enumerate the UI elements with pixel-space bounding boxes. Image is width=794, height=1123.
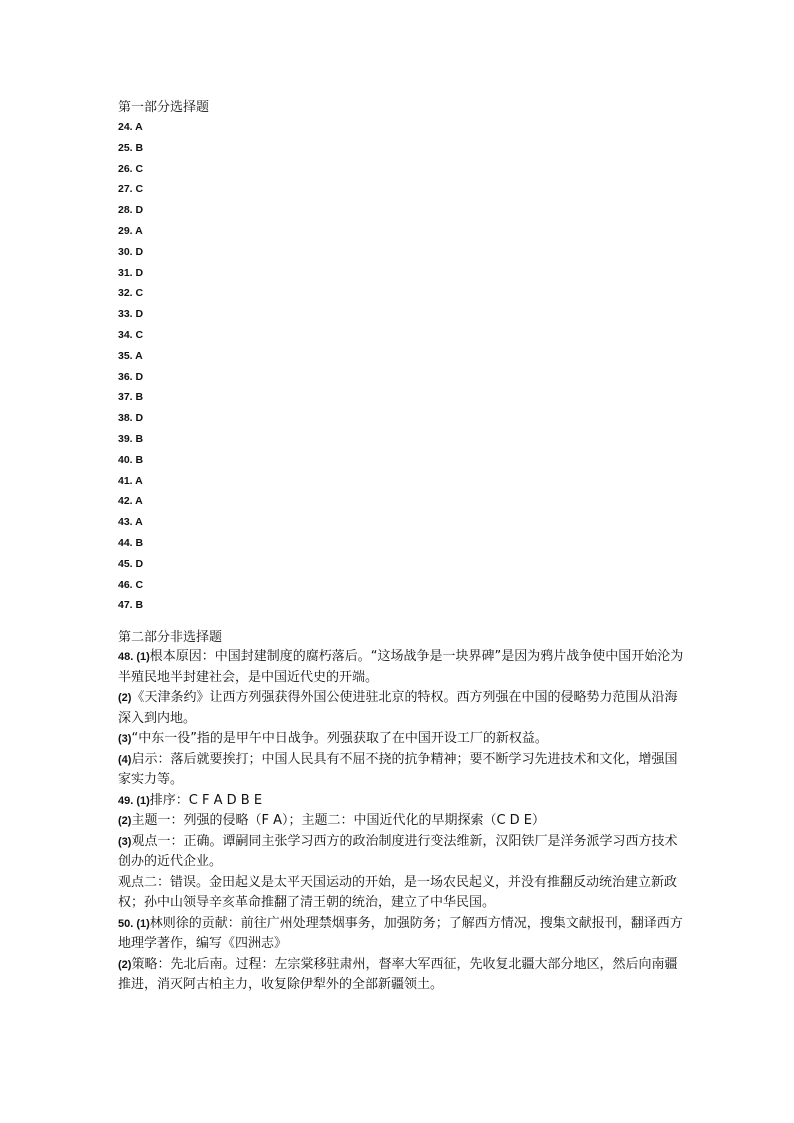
question-number: (2) <box>118 692 132 705</box>
answer-item: 45. D <box>118 557 144 570</box>
answer-item: 28. D <box>118 204 144 217</box>
answer-text: 主题一：列强的侵略（F A）；主题二：中国近代化的早期探索（C D E） <box>131 813 546 829</box>
answer-text: 观点二：错误。金田起义是太平天国运动的开始，是一场农民起义，并没有推翻反动统治建立新政权；孙中山领导辛亥革命推翻了清王朝的统治，建立了中华民国。 <box>118 874 678 911</box>
answer-text: 排序：C F A D B E <box>149 792 263 808</box>
answer-paragraph <box>118 832 690 873</box>
question-number: (3) <box>118 835 132 848</box>
question-number: 49. (1) <box>118 794 150 807</box>
answer-text: 根本原因：中国封建制度的腐朽落后。“这场战争是一块界碑”是因为鸦片战争使中国开始沦为半殖民地半封建社会，是中国近代史的开端。 <box>118 649 684 685</box>
answer-text: 林则徐的贡献：前往广州处理禁烟事务，加强防务；了解西方情况，搜集文献报刊，翻译西方地理学著作，编写《四洲志》 <box>118 915 683 952</box>
answer-item: 34. C <box>118 328 144 341</box>
answer-item: 39. B <box>118 432 144 445</box>
answer-paragraph <box>118 688 690 729</box>
answer-paragraph <box>118 914 690 955</box>
answer-item: 46. C <box>118 578 144 591</box>
answer-item: 27. C <box>118 183 144 196</box>
answer-paragraph <box>118 811 690 832</box>
part1-answer-list <box>118 117 690 616</box>
answer-paragraph <box>118 791 690 812</box>
answer-text: 观点一：正确。谭嗣同主张学习西方的政治制度进行变法维新，汉阳铁厂是洋务派学习西方技术创办的近代企业。 <box>118 833 678 870</box>
answer-item: 32. C <box>118 287 144 300</box>
answer-item: 29. A <box>118 224 143 237</box>
answer-item: 47. B <box>118 599 144 612</box>
question-number: 50. (1) <box>118 917 150 930</box>
answer-item: 25. B <box>118 141 144 154</box>
answer-item: 40. B <box>118 453 144 466</box>
answer-paragraph <box>118 750 690 791</box>
question-number: (4) <box>118 753 132 766</box>
answer-item: 24. A <box>118 121 143 133</box>
part2-title: 第二部分非选择题 <box>118 630 223 646</box>
answer-text: 策略：先北后南。过程：左宗棠移驻肃州，督率大军西征，先收复北疆大部分地区，然后向南疆推进，消灭阿古柏主力，收复除伊犁外的全部新疆领土。 <box>118 956 678 993</box>
answer-item: 38. D <box>118 412 144 425</box>
question-number: 48. (1) <box>118 651 150 664</box>
question-number: (2) <box>118 815 132 828</box>
answer-item: 33. D <box>118 308 144 321</box>
answer-item: 26. C <box>118 162 144 175</box>
answer-item: 36. D <box>118 370 144 383</box>
answer-paragraph <box>118 647 690 688</box>
answer-text: 启示：落后就要挨打；中国人民具有不屈不挠的抗争精神；要不断学习先进技术和文化，增强国家实力等。 <box>118 751 678 788</box>
answer-item: 35. A <box>118 349 143 362</box>
answer-item: 31. D <box>118 266 144 279</box>
answer-key <box>118 98 690 996</box>
answer-item: 41. A <box>118 474 143 487</box>
answer-item: 30. D <box>118 245 144 258</box>
section-spacer <box>118 616 690 628</box>
answer-paragraph <box>118 729 690 750</box>
answer-item: 37. B <box>118 391 144 404</box>
answer-text: “中东一役”指的是甲午中日战争。列强获取了在中国开设工厂的新权益。 <box>131 731 548 747</box>
answer-paragraph <box>118 873 690 914</box>
part1-title: 第一部分选择题 <box>118 100 210 115</box>
answer-paragraph <box>118 955 690 996</box>
answer-item: 42. A <box>118 495 143 508</box>
answer-text: 《天津条约》让西方列强获得外国公使进驻北京的特权。西方列强在中国的侵略势力范围从沿海深入到内地。 <box>118 690 678 726</box>
question-number: (2) <box>118 958 132 971</box>
answer-item: 43. A <box>118 516 143 529</box>
question-number: (3) <box>118 733 132 746</box>
answer-item: 44. B <box>118 536 144 549</box>
